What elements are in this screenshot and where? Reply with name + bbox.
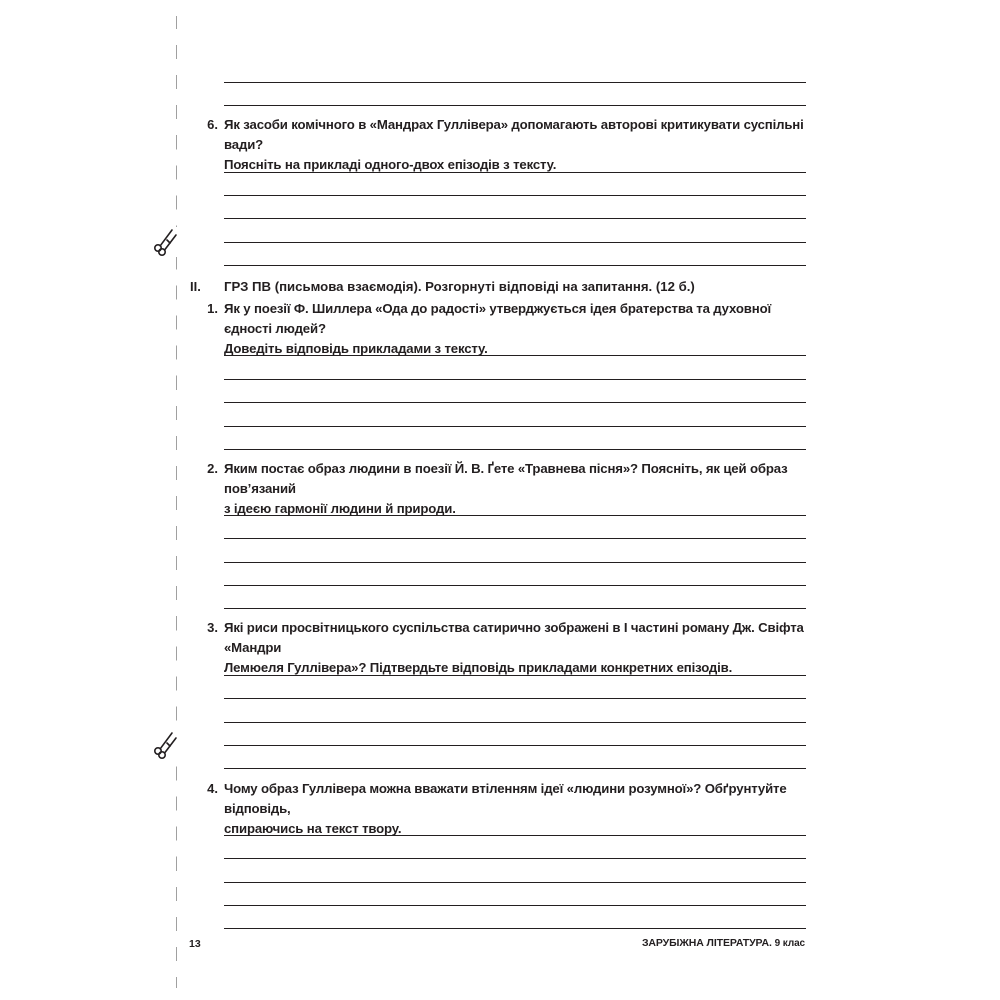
answer-line[interactable] — [224, 82, 806, 83]
question-number: 2. — [207, 461, 218, 476]
answer-line[interactable] — [224, 585, 806, 586]
question-line: Поясніть на прикладі одного-двох епізодів з тексту. — [224, 157, 557, 172]
question-line: з ідеєю гармонії людини й природи. — [224, 501, 456, 516]
scissors-icon — [150, 227, 180, 257]
cut-line — [176, 16, 177, 988]
answer-line[interactable] — [224, 858, 806, 859]
answer-line[interactable] — [224, 722, 806, 723]
answer-line[interactable] — [224, 675, 806, 676]
question-text — [224, 459, 814, 519]
answer-line[interactable] — [224, 426, 806, 427]
answer-line[interactable] — [224, 745, 806, 746]
question-line: Як у поезії Ф. Шиллера «Ода до радості» утверджується ідея братерства та духовної єдності людей? — [224, 301, 772, 336]
answer-line[interactable] — [224, 242, 806, 243]
answer-line[interactable] — [224, 218, 806, 219]
answer-line[interactable] — [224, 882, 806, 883]
answer-line[interactable] — [224, 265, 806, 266]
scissors-icon — [150, 730, 180, 760]
question-number: 1. — [207, 301, 218, 316]
answer-line[interactable] — [224, 195, 806, 196]
question-text — [224, 618, 814, 678]
question-line: Лемюеля Гуллівера»? Підтвердьте відповідь прикладами конкретних епізодів. — [224, 660, 733, 675]
question-line: Яким постає образ людини в поезії Й. В. Ґете «Травнева пісня»? Поясніть, як цей образ пов’язаний — [224, 461, 788, 496]
question-number: 6. — [207, 117, 218, 132]
page-number: 13 — [189, 938, 201, 950]
answer-line[interactable] — [224, 172, 806, 173]
answer-line[interactable] — [224, 698, 806, 699]
question-text — [224, 779, 814, 839]
answer-line[interactable] — [224, 379, 806, 380]
answer-line[interactable] — [224, 928, 806, 929]
question-line: Чому образ Гуллівера можна вважати втіленням ідеї «людини розумної»? Обґрунтуйте відповідь, — [224, 781, 787, 816]
answer-line[interactable] — [224, 515, 806, 516]
answer-line[interactable] — [224, 402, 806, 403]
answer-line[interactable] — [224, 768, 806, 769]
grade-label: 9 клас — [774, 938, 805, 949]
book-title: ЗАРУБІЖНА ЛІТЕРАТУРА. — [641, 937, 772, 949]
question-number: 4. — [207, 781, 218, 796]
section-title: ГРЗ ПВ (письмова взаємодія). Розгорнуті відповіді на запитання. (12 б.) — [224, 279, 695, 294]
question-line: Які риси просвітницького суспільства сатирично зображені в І частині роману Дж. Свіфта «Мандри — [224, 620, 804, 655]
question-number: 3. — [207, 620, 218, 635]
answer-line[interactable] — [224, 562, 806, 563]
question-line: Як засоби комічного в «Мандрах Гуллівера» допомагають авторові критикувати суспільні вади? — [224, 117, 804, 152]
question-line: спираючись на текст твору. — [224, 821, 402, 836]
question-text — [224, 115, 814, 175]
answer-line[interactable] — [224, 449, 806, 450]
answer-line[interactable] — [224, 905, 806, 906]
answer-line[interactable] — [224, 538, 806, 539]
answer-line[interactable] — [224, 608, 806, 609]
section-number: II. — [190, 279, 201, 294]
question-line: Доведіть відповідь прикладами з тексту. — [224, 341, 488, 356]
answer-line[interactable] — [224, 835, 806, 836]
answer-line[interactable] — [224, 355, 806, 356]
footer-book-title — [642, 937, 805, 949]
answer-line[interactable] — [224, 105, 806, 106]
question-text — [224, 299, 814, 359]
